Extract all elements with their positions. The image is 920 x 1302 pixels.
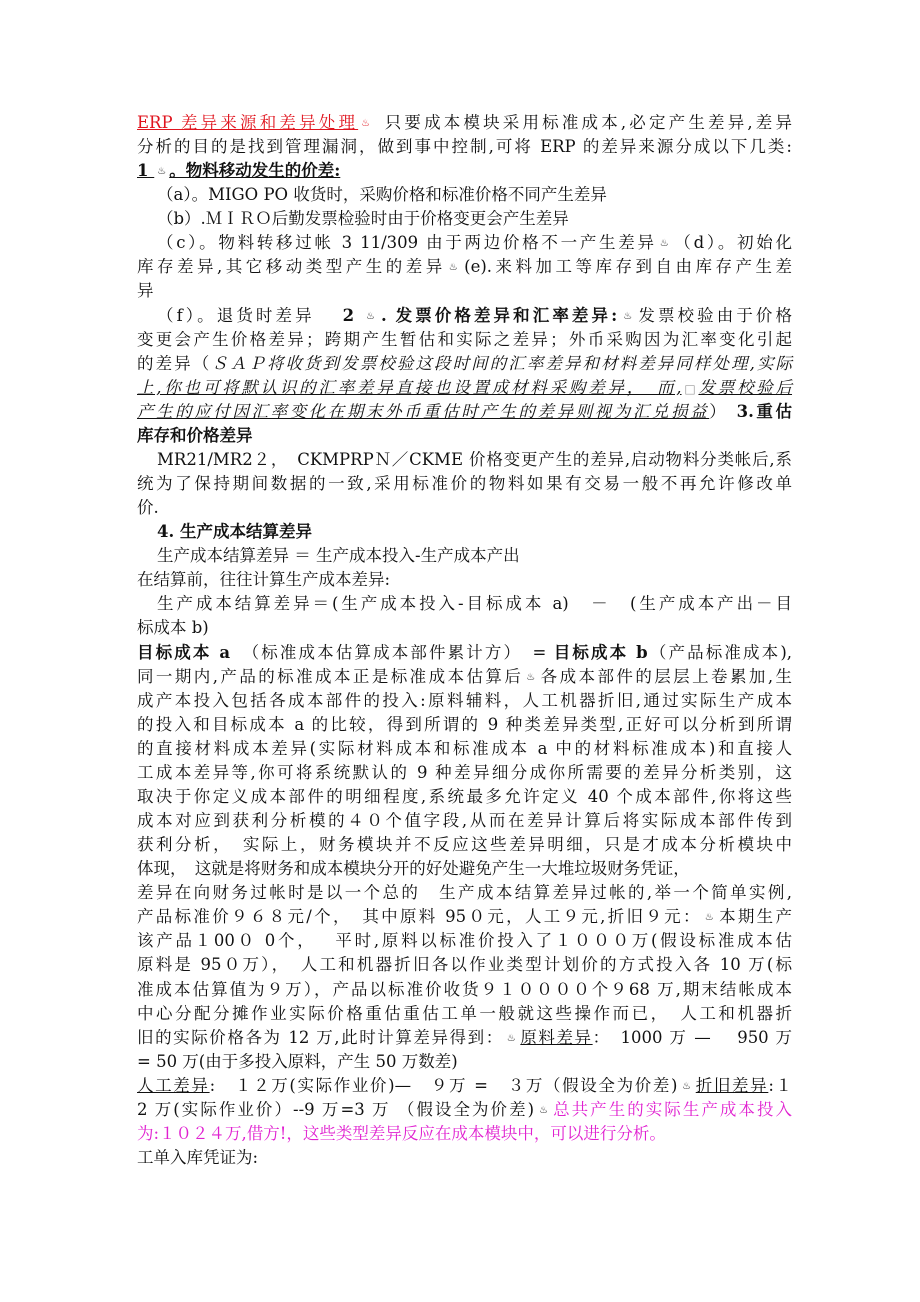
text-run: 价. (137, 498, 159, 518)
text-run: 各成本部件的层层上卷累加,生 (540, 666, 792, 686)
text-line (137, 305, 792, 327)
text-line (137, 786, 792, 808)
text-run: 本期生产 (719, 907, 792, 927)
text-run: 发票校验后 (698, 377, 793, 397)
text-run: 准成本估算值为９万），产品以标准价收货９１００００个９68 万,期末结帐成本 (137, 979, 792, 999)
text-line (137, 449, 792, 471)
text-line (137, 256, 792, 278)
text-line (137, 666, 792, 688)
text-line (137, 569, 792, 591)
text-line (137, 738, 792, 760)
text-run: 产品标准价９６８元/个， 其中原料 95０元，人工９元,折旧９元： (137, 907, 702, 927)
text-run: 只要成本模块采用标准成本,必定产生差异,差异 (376, 113, 792, 132)
text-line (137, 425, 792, 447)
text-line (137, 979, 792, 1001)
text-line (137, 954, 792, 976)
text-run: 分析的目的是找到管理漏洞，做到事中控制,可将 ERP 的差异来源分成以下几类: (137, 137, 792, 157)
text-run: 库存差异,其它移动类型产生的差异 (137, 257, 446, 277)
text-run: 工成本差异等,你可将系统默认的 9 种差异细分成你所需要的差异分析类别，这 (137, 762, 792, 782)
anchor-icon: ♨ (526, 671, 538, 683)
anchor-icon: ♨ (704, 912, 717, 924)
text-run: 生产成本结算差异 ＝ 生产成本投入-生产成本产出 (157, 546, 520, 566)
text-run: 总共产生的实际生产成本投入 (553, 1099, 793, 1119)
text-run: 人工差异 (137, 1075, 210, 1095)
text-run: 的投入和目标成本 a 的比较，得到所谓的 9 种类差异类型,正好可以分析到所谓 (137, 714, 792, 734)
text-run: （c）。物料转移过帐 3 11/309 由于两边价格不一产生差异 (157, 233, 657, 253)
text-line (137, 208, 792, 230)
text-run: 2 (342, 305, 363, 325)
text-run: = 50 万(由于多投入原料，产生 50 万数差) (137, 1051, 458, 1071)
text-line (137, 160, 792, 182)
text-line (137, 642, 792, 664)
text-run: 。物料移动发生的价差: (169, 161, 341, 181)
text-run: 产生的应付因汇率变化在期末外币重估时产生的差异则视为汇兑损益 (137, 401, 710, 421)
text-run: 成本对应到获利分析模的４０个值字段,从而在差异计算后将实际成本部件传到 (137, 811, 792, 831)
text-run: 获利分析， 实际上，财务模块并不反应这些差异明细，只是才成本分析模块中 (137, 835, 792, 855)
text-run: 3.重估 (728, 401, 793, 421)
text-line (137, 834, 792, 856)
text-line (137, 353, 792, 375)
text-run: 折旧差异 (695, 1075, 769, 1095)
text-run: 该产品１00０ 0个， 平时,原料以标准价投入了１０００万(假设标准成本估 (137, 931, 792, 951)
text-run: 2 万(实际作业价）--9 万=3 万 （假设全为价差) (137, 1099, 535, 1119)
text-run: 标成本 b) (137, 618, 209, 638)
text-run: 差异在向财务过帐时是以一个总的 生产成本结算差异过帐的,举一个简单实例, (137, 883, 792, 903)
anchor-icon: ♨ (361, 118, 374, 129)
text-run: . 发票价格差异和汇率差异: (381, 305, 618, 325)
text-line (137, 1147, 792, 1169)
text-line (137, 858, 792, 880)
text-run: ） (709, 401, 729, 421)
text-line (137, 232, 792, 254)
anchor-icon: ♨ (537, 1104, 551, 1116)
text-run: ： 1000 万 — 950 万 (592, 1027, 793, 1047)
text-run: 的差异（ (137, 353, 212, 373)
text-run: 在结算前，往往计算生产成本差异: (137, 570, 391, 590)
text-run: 成产本投入包括各成本部件的投入:原料辅料，人工机器折旧,通过实际生产成本 (137, 690, 792, 710)
text-run: （f）。退货时差异 (157, 305, 343, 325)
text-line (137, 810, 792, 832)
anchor-icon: ♨ (365, 310, 379, 322)
text-line (137, 184, 792, 206)
text-line (137, 690, 792, 712)
text-line (137, 1099, 792, 1121)
text-run: （a）。MIGO PO 收货时，采购价格和标准价格不同产生差异 (157, 185, 607, 205)
text-run: 生产成本结算差异＝(生产成本投入-目标成本 a) － (生产成本产出－目 (157, 594, 792, 614)
text-run: （标准成本估算成本部件累计方） = (230, 642, 554, 662)
text-run: 发票校验由于价格 (638, 305, 793, 325)
anchor-icon: ♨ (620, 310, 636, 322)
text-line (137, 112, 792, 134)
text-line (137, 280, 792, 302)
text-run: 工单入库凭证为: (137, 1148, 259, 1167)
document-title-link[interactable]: ERP 差异来源和差异处理 (137, 113, 359, 132)
text-run: 变更会产生价格差异；跨期产生暂估和实际之差异；外币采购因为汇率变化引起 (137, 329, 792, 349)
text-run: （d）。初始化 (674, 233, 793, 253)
text-run: :１ (768, 1075, 793, 1095)
text-line (137, 906, 792, 928)
text-run: 旧的实际价格各为 12 万,此时计算差异得到： (137, 1027, 504, 1047)
text-run: : １２万(实际作业价)— ９万 = ３万（假设全为价差) (209, 1075, 678, 1095)
text-run: (e).来料加工等库存到自由库存产生差 (464, 257, 793, 277)
text-line (137, 1123, 792, 1145)
text-line (137, 136, 792, 158)
text-run: （产品标准成本), (647, 642, 792, 662)
text-run: 1 (137, 161, 155, 181)
text-run: 同一期内,产品的标准成本正是标准成本估算后 (137, 666, 524, 686)
anchor-icon: ♨ (506, 1032, 518, 1044)
text-run: 库存和价格差异 (137, 425, 253, 445)
text-run: 异 (137, 281, 154, 301)
text-line (137, 1003, 792, 1025)
text-line (137, 1027, 792, 1049)
text-line (137, 882, 792, 904)
anchor-icon: ♨ (659, 238, 672, 250)
text-run: 的直接材料成本差异(实际材料成本和标准成本 a 中的材料标准成本)和直接人 (137, 738, 792, 758)
text-line (137, 545, 792, 567)
anchor-icon: ♨ (157, 166, 167, 178)
anchor-icon: ♨ (448, 262, 462, 274)
text-run: ＳＡＰ将收货到发票校验这段时间的汇率差异和材料差异同样处理,实际 (211, 353, 793, 373)
text-line (137, 930, 792, 952)
text-run: 4. 生产成本结算差异 (157, 522, 312, 542)
text-run: 体现， 这就是将财务和成本模块分开的好处避免产生一大堆垃圾财务凭证， (137, 859, 690, 879)
text-line (137, 377, 792, 399)
text-run: 取决于你定义成本部件的明细程度,系统最多允许定义 40 个成本部件,你将这些 (137, 786, 792, 806)
text-line (137, 329, 792, 351)
text-run: 原料差异 (520, 1027, 593, 1047)
text-run: （b）.ＭＩＲＯ后勤发票检验时由于价格变更会产生差异 (157, 209, 569, 229)
text-run: 统为了保持期间数据的一致,采用标准价的物料如果有交易一般不再允许修改单 (137, 474, 792, 494)
text-line (137, 762, 792, 784)
text-run: 目标成本 b (553, 642, 648, 662)
text-line (137, 593, 792, 615)
text-line (137, 521, 792, 543)
text-line (137, 1051, 792, 1073)
text-run: 目标成本 a (137, 642, 231, 662)
anchor-icon: ♨ (680, 1080, 693, 1092)
text-line (137, 1075, 792, 1097)
text-line (137, 617, 792, 639)
text-run: 中心分配分摊作业实际价格重估重估工单一般就这些操作而已， 人工和机器折 (137, 1003, 792, 1023)
text-run: 原料是 95０万）， 人工和机器折旧各以作业类型计划价的方式投入各 10 万(标 (137, 955, 792, 975)
text-run: □ (681, 381, 699, 396)
text-run: MR21/MR2２， CKMPRPＮ／CKME 价格变更产生的差异,启动物料分类帐后,系 (157, 449, 792, 469)
text-line (137, 401, 792, 423)
text-line (137, 714, 792, 736)
text-run: 为:１０２４万,借方!，这些类型差异反应在成本模块中，可以进行分析。 (137, 1123, 666, 1143)
text-line (137, 497, 792, 519)
text-line (137, 473, 792, 495)
text-run: 上,你也可将默认识的汇率差异直接也设置成材料采购差异， 而, (137, 377, 682, 397)
